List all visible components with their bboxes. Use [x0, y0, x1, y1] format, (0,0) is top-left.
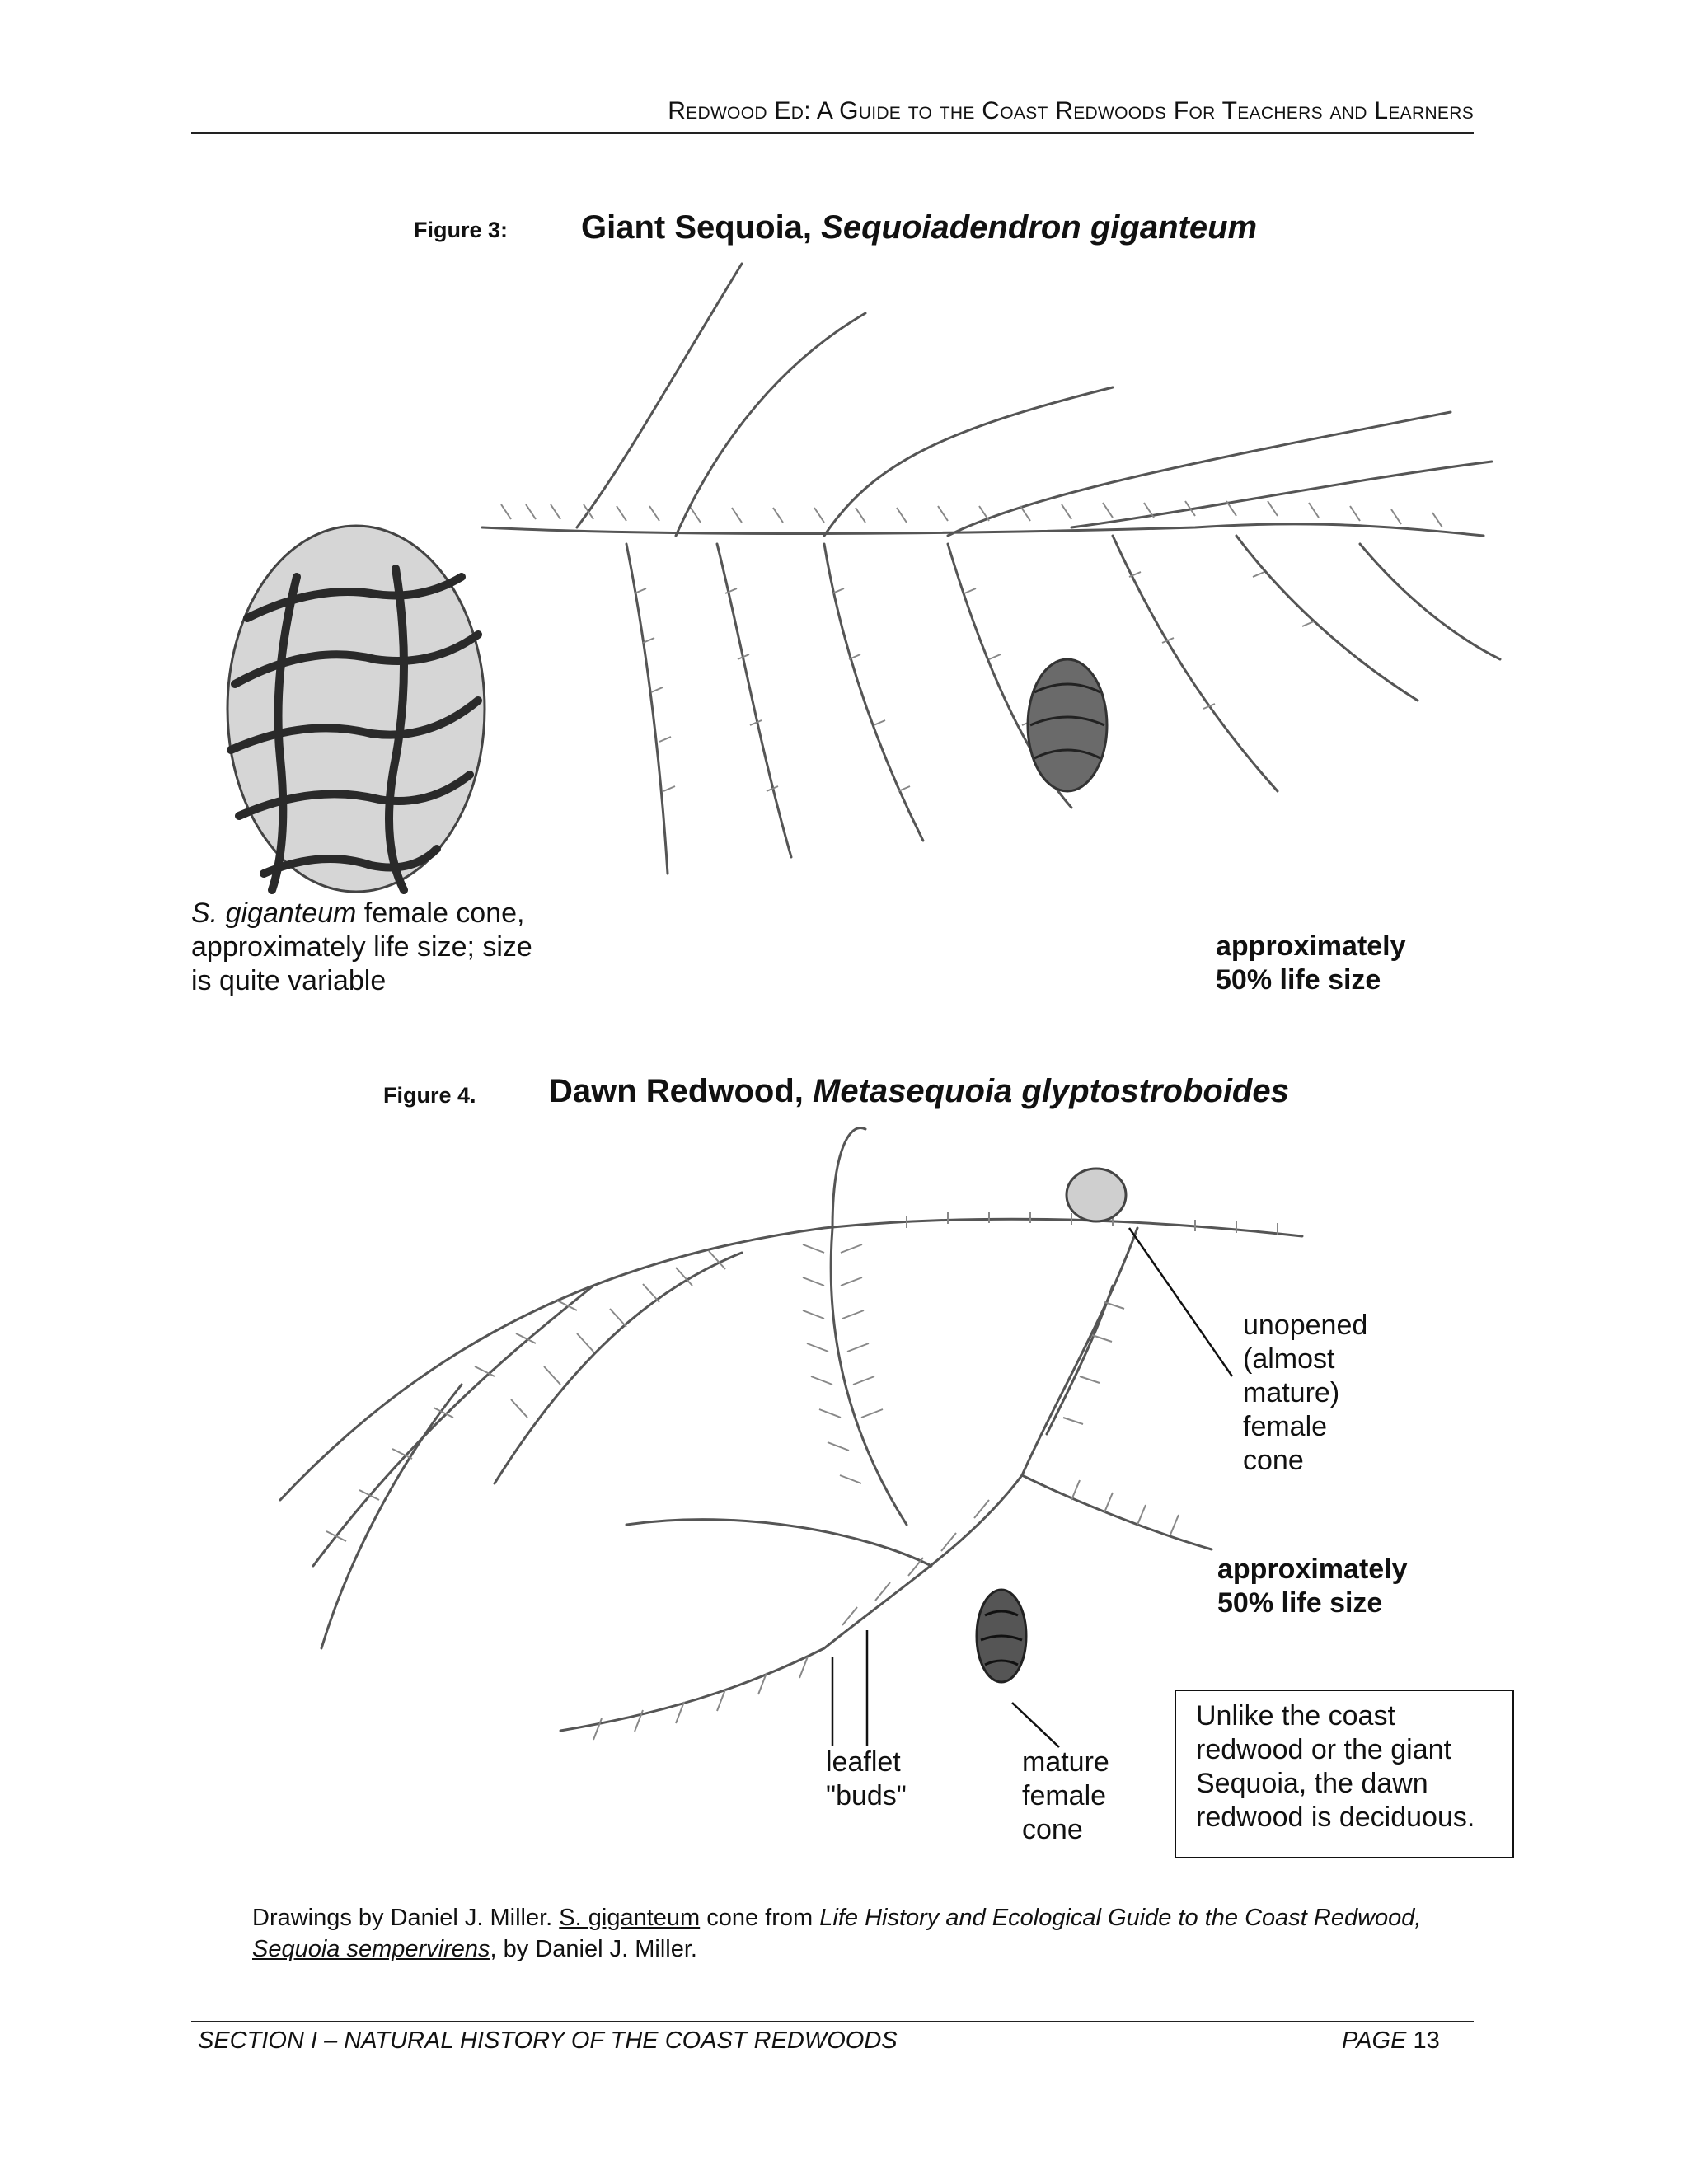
- figure4-title: [549, 1073, 1289, 1110]
- figure4-scale-line1: approximately: [1217, 1554, 1408, 1585]
- credits-part2: cone from: [700, 1905, 820, 1931]
- footer-rule: [191, 2021, 1474, 2022]
- cone-caption-line1-rest: female cone,: [356, 898, 525, 929]
- note-line: redwood or the giant: [1196, 1734, 1451, 1765]
- figure4-scale-line2: 50% life size: [1217, 1587, 1383, 1619]
- unopened-line: (almost: [1243, 1343, 1335, 1375]
- cone-caption-line2: approximately life size; size: [191, 931, 532, 963]
- figure3-title-latin: Sequoiadendron giganteum: [821, 209, 1258, 246]
- cone-caption-species: S. giganteum: [191, 898, 357, 929]
- unopened-line: unopened: [1243, 1310, 1368, 1341]
- note-line: Sequoia, the dawn: [1196, 1768, 1428, 1799]
- leaflet-line1: leaflet: [826, 1746, 901, 1778]
- unopened-cone-drawing: [1067, 1169, 1126, 1221]
- credits-species-underlined: S. giganteum: [559, 1905, 701, 1931]
- unopened-line: mature): [1243, 1377, 1340, 1408]
- credits-book-species: Sequoia sempervirens: [252, 1936, 490, 1962]
- figure4-scale-note: [1217, 1553, 1408, 1620]
- dawn-redwood-branch-drawing: [280, 1128, 1302, 1732]
- leaflet-buds-label: [826, 1746, 907, 1813]
- leaflet-line2: "buds": [826, 1780, 907, 1811]
- sequoia-branch-drawing: [482, 264, 1500, 874]
- sequoia-female-cone-drawing: [227, 526, 485, 892]
- credits-book-title: Life History and Ecological Guide to the Coast Redwood,: [819, 1905, 1422, 1931]
- footer-page-number: 13: [1413, 2027, 1440, 2054]
- mature-cone-label: [1022, 1746, 1109, 1847]
- mature-line: cone: [1022, 1814, 1083, 1845]
- unopened-line: female: [1243, 1411, 1328, 1442]
- figure4-label: Figure 4.: [383, 1083, 476, 1108]
- figure3-scale-line1: approximately: [1216, 930, 1406, 962]
- note-line: redwood is deciduous.: [1196, 1802, 1475, 1833]
- figure3-scale-line2: 50% life size: [1216, 964, 1381, 996]
- mature-line: mature: [1022, 1746, 1109, 1778]
- deciduous-note-box: [1175, 1690, 1514, 1858]
- note-line: Unlike the coast: [1196, 1700, 1395, 1732]
- mature-line: female: [1022, 1780, 1107, 1811]
- sequoia-foliage-texture: [501, 501, 1442, 791]
- credits-part1: Drawings by Daniel J. Miller.: [252, 1905, 560, 1931]
- figure4-title-common: Dawn Redwood,: [549, 1073, 813, 1109]
- running-header-title: Redwood Ed: A Guide to the Coast Redwoods For Teachers and Learners: [668, 97, 1474, 124]
- figure3-label: Figure 3:: [414, 218, 509, 242]
- credits-part3: , by Daniel J. Miller.: [490, 1936, 697, 1962]
- cone-caption: [191, 897, 532, 998]
- dawn-redwood-leaflet-texture: [326, 1212, 1278, 1740]
- figure3-title-common: Giant Sequoia,: [581, 209, 822, 246]
- drawing-credits: [252, 1902, 1489, 1965]
- footer-section: SECTION I – NATURAL HISTORY OF THE COAST REDWOODS: [198, 2027, 898, 2054]
- unopened-line: cone: [1243, 1445, 1304, 1476]
- sequoia-branch-cone: [1028, 659, 1107, 791]
- callout-leader-lines: [832, 1228, 1232, 1747]
- figure3-scale-note: [1216, 930, 1406, 997]
- footer-page-label: PAGE: [1342, 2027, 1407, 2054]
- footer-page: [1342, 2027, 1440, 2055]
- cone-caption-line3: is quite variable: [191, 965, 387, 996]
- unopened-cone-label: [1243, 1309, 1367, 1478]
- figure4-title-latin: Metasequoia glyptostroboides: [813, 1073, 1289, 1109]
